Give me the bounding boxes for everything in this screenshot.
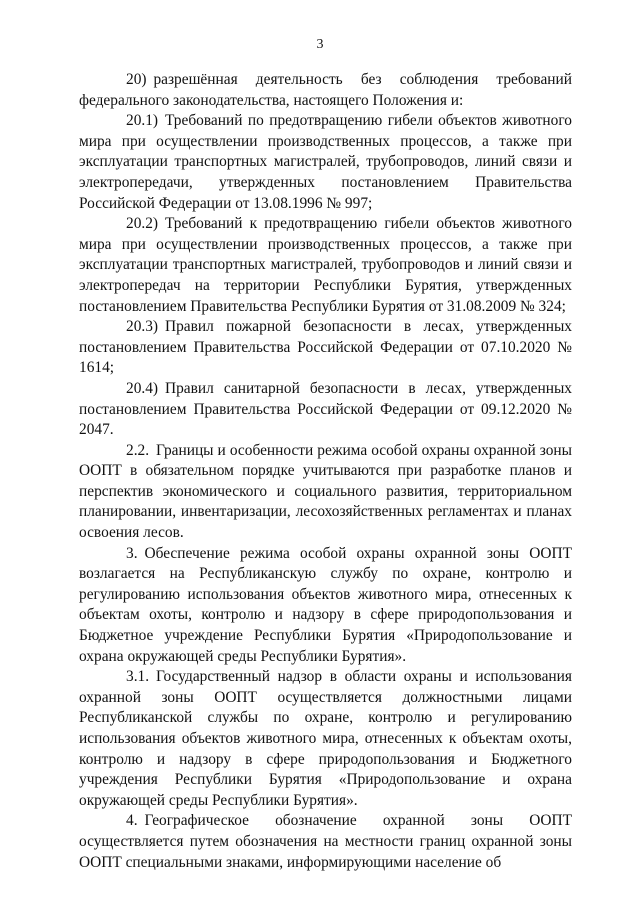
paragraph-label: 3.1.	[126, 668, 150, 686]
document-body	[79, 70, 572, 873]
paragraph-text: разрешённая деятельность без соблюдения требований федерального законодательства, настоящего Положения и:	[79, 71, 572, 109]
paragraph-text: Обеспечение режима особой охраны охранной зоны ООПТ возлагается на Республиканскую службу по охране, контролю и регулированию использования объектов животного мира, отнесенных к объектам охоты, контролю и надзору в сфере природопользования и Бюджетное учреждение Республики Бурятия «Природопользование и охрана окружающей среды Республики Бурятия».	[79, 544, 572, 665]
paragraph-20	[79, 70, 572, 111]
paragraph-text: Государственный надзор в области охраны и использования охранной зоны ООПТ осуществляется должностными лицами Республиканской службы по охране, контролю и регулированию использования объектов животного мира, отнесенных к объектам охоты, контролю и надзору в сфере природопользования и Бюджетного учреждения Республики Бурятия «Природопользование и охрана окружающей среды Республики Бурятия».	[79, 668, 572, 809]
paragraph-3	[79, 544, 572, 668]
paragraph-label: 20)	[126, 71, 147, 88]
paragraph-20-2	[79, 214, 572, 317]
page-number: 3	[316, 37, 324, 52]
paragraph-label: 20.4)	[126, 379, 159, 397]
paragraph-label: 3.	[126, 544, 138, 562]
paragraph-20-3	[79, 317, 572, 379]
paragraph-text: Требований к предотвращению гибели объектов животного мира при осуществлении производственных процессов, а также при эксплуатации транспортных магистралей, трубопроводов и линий связи и электропередач на территории Республики Бурятия, утвержденных постановлением Правительства Республики Бурятия от 31.08.2009 № 324;	[79, 215, 572, 315]
paragraph-label: 4.	[126, 812, 138, 830]
paragraph-label: 20.2)	[126, 215, 159, 233]
paragraph-text: Правил пожарной безопасности в лесах, утвержденных постановлением Правительства Российской Федерации от 07.10.2020 № 1614;	[79, 318, 572, 377]
paragraph-text: Географическое обозначение охранной зоны ООПТ осуществляется путем обозначения на местности границ охранной зоны ООПТ специальными знаками, информирующими население об	[79, 812, 572, 871]
paragraph-3-1	[79, 667, 572, 811]
paragraph-label: 2.2.	[126, 441, 150, 459]
paragraph-label: 20.3)	[126, 318, 159, 336]
paragraph-text: Требований по предотвращению гибели объектов животного мира при осуществлении производственных процессов, а также при эксплуатации транспортных магистралей, трубопроводов, линий связи и электропередачи, утвержденных постановлением Правительства Российской Федерации от 13.08.1996 № 997;	[79, 112, 572, 212]
paragraph-text: Границы и особенности режима особой охраны охранной зоны ООПТ в обязательном порядке учитываются при разработке планов и перспектив экономического и социального развития, территориальном планировании, инвентаризации, лесохозяйственных регламентах и планах освоения лесов.	[79, 441, 572, 542]
paragraph-label: 20.1)	[126, 112, 159, 130]
paragraph-2-2	[79, 441, 572, 544]
paragraph-4	[79, 811, 572, 873]
paragraph-20-4	[79, 379, 572, 441]
paragraph-text: Правил санитарной безопасности в лесах, утвержденных постановлением Правительства Российской Федерации от 09.12.2020 № 2047.	[79, 379, 572, 439]
paragraph-20-1	[79, 111, 572, 214]
